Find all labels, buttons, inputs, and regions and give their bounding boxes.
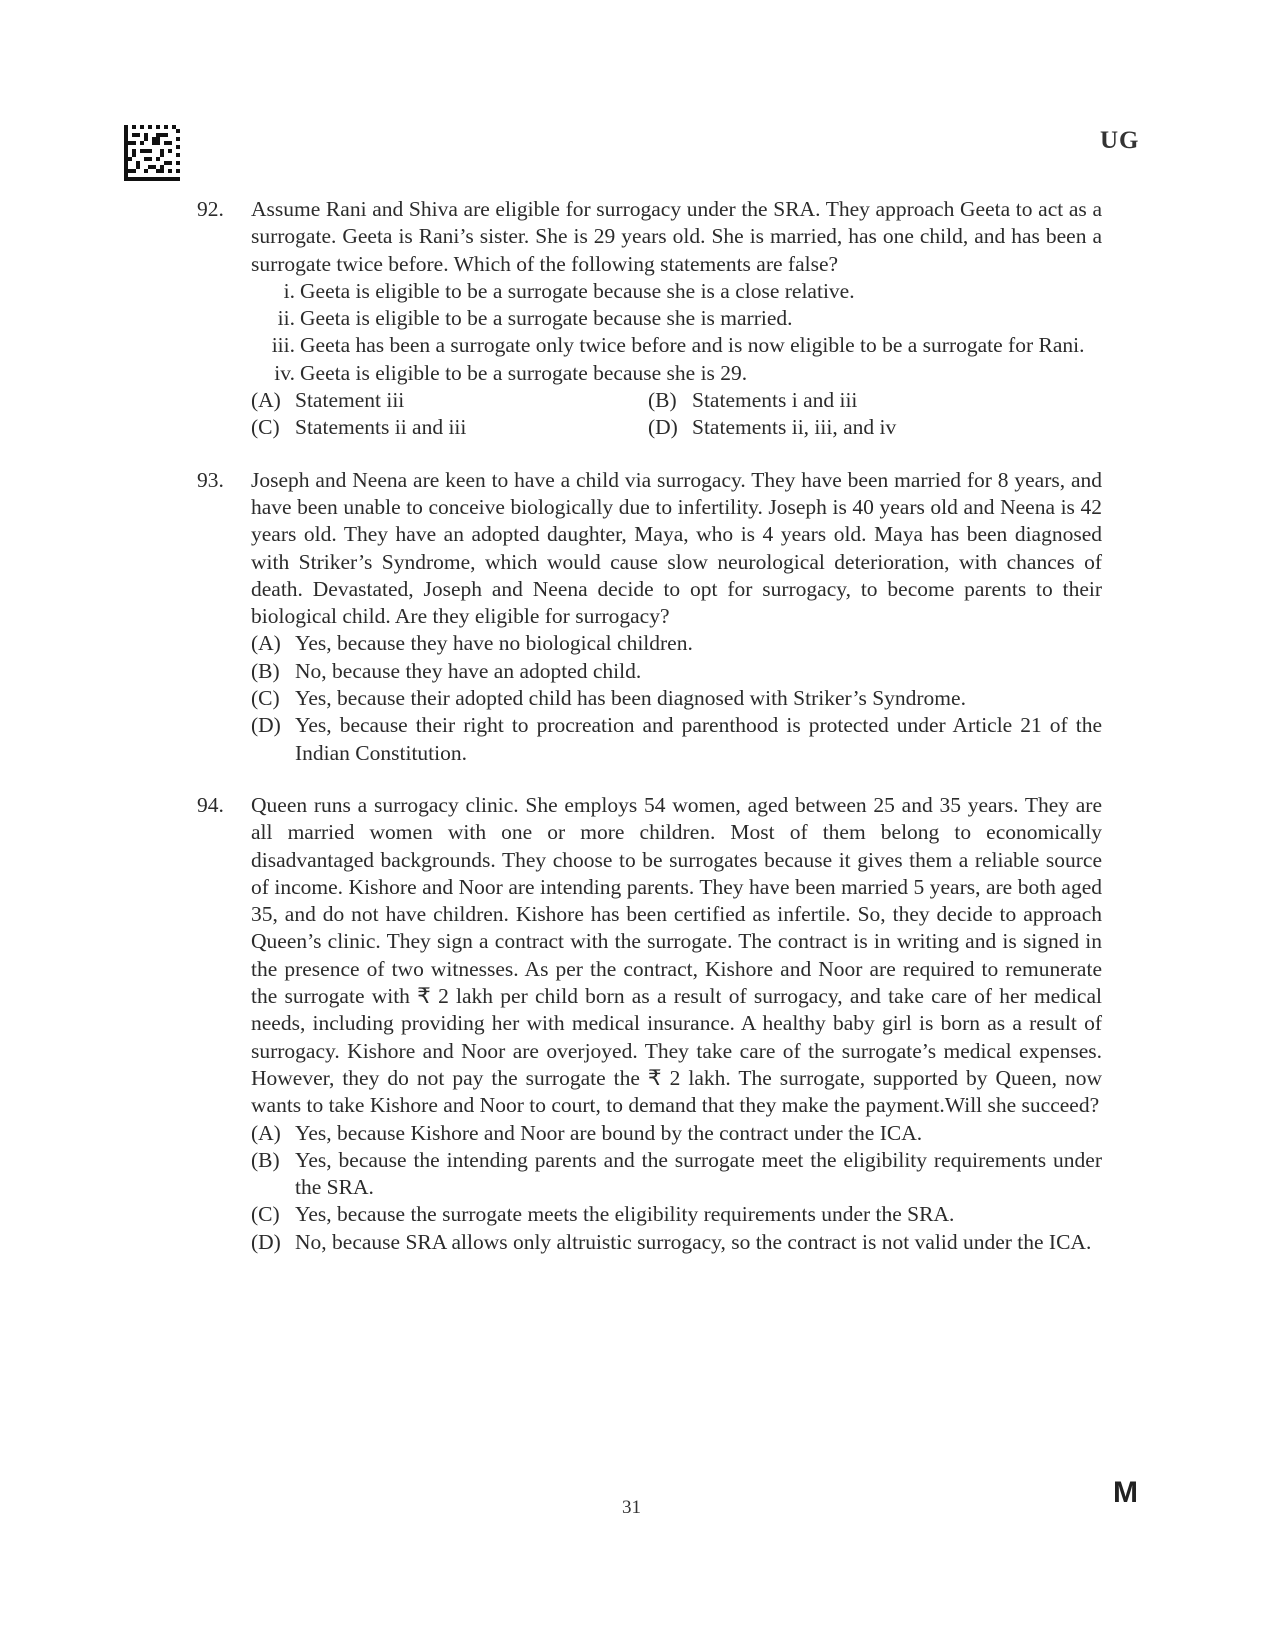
- qr-code: [124, 125, 180, 181]
- option-text: Yes, because they have no biological children.: [295, 631, 693, 656]
- page-number: 31: [622, 1497, 641, 1518]
- option-c: [251, 1201, 1102, 1228]
- paper-code: UG: [1100, 127, 1140, 154]
- option-text: No, because SRA allows only altruistic surrogacy, so the contract is not valid under the ICA.: [295, 1229, 1092, 1254]
- set-code: M: [1113, 1476, 1138, 1509]
- statement-label: iii.: [271, 333, 295, 358]
- option-a: [251, 1120, 1102, 1147]
- question-stem: Assume Rani and Shiva are eligible for surrogacy under the SRA. They approach Geeta to act as a surrogate. Geeta is Rani’s sister. She is 29 years old. She is married, has one child, and has been a surrogate twice before. Which of the following statements are false?: [251, 197, 1102, 276]
- option-label: (D): [251, 1229, 281, 1254]
- option-label: (A): [251, 388, 281, 413]
- option-a: [251, 630, 1102, 657]
- option-b: [251, 1147, 1102, 1202]
- option-label: (B): [251, 658, 280, 683]
- question-number: 92.: [197, 197, 224, 221]
- option-text: Yes, because the intending parents and the surrogate meet the eligibility requirements under the SRA.: [295, 1147, 1102, 1200]
- statement-item: [251, 360, 1102, 387]
- option-label: (A): [251, 1120, 281, 1145]
- option-label: (C): [251, 1202, 280, 1227]
- option-d: [251, 712, 1102, 767]
- option-text: Statements ii and iii: [295, 415, 467, 440]
- question-body: [251, 196, 1102, 442]
- option-d: [648, 414, 1102, 441]
- statement-label: iv.: [274, 360, 295, 385]
- option-label: (C): [251, 686, 280, 711]
- option-text: No, because they have an adopted child.: [295, 658, 642, 683]
- statement-text: Geeta is eligible to be a surrogate because she is a close relative.: [300, 278, 855, 303]
- option-text: Yes, because Kishore and Noor are bound by the contract under the ICA.: [295, 1120, 923, 1145]
- option-text: Yes, because the surrogate meets the eligibility requirements under the SRA.: [295, 1202, 955, 1227]
- question-number: 94.: [197, 792, 224, 817]
- option-text: Statement iii: [295, 388, 405, 413]
- option-text: Yes, because their adopted child has been diagnosed with Striker’s Syndrome.: [295, 686, 966, 711]
- question-list: [197, 196, 1102, 1281]
- option-d: [251, 1229, 1102, 1256]
- statement-item: [251, 305, 1102, 332]
- statement-text: Geeta is eligible to be a surrogate because she is married.: [300, 306, 793, 331]
- question-94: [197, 792, 1102, 1256]
- statement-text: Geeta has been a surrogate only twice before and is now eligible to be a surrogate for Rani.: [300, 333, 1085, 358]
- statement-item: [251, 332, 1102, 359]
- statement-text: Geeta is eligible to be a surrogate because she is 29.: [300, 360, 748, 385]
- option-a: [251, 387, 648, 414]
- question-number: 93.: [197, 467, 224, 492]
- option-c: [251, 685, 1102, 712]
- statement-label: i.: [283, 278, 295, 303]
- option-label: (D): [648, 415, 678, 440]
- option-label: (D): [251, 713, 281, 738]
- option-label: (A): [251, 631, 281, 656]
- options-grid: [251, 387, 1102, 442]
- statement-item: [251, 278, 1102, 305]
- option-b: [648, 387, 1102, 414]
- option-label: (B): [251, 1147, 280, 1172]
- option-b: [251, 658, 1102, 685]
- question-body: [251, 792, 1102, 1256]
- question-stem: Joseph and Neena are keen to have a child via surrogacy. They have been married for 8 years, and have been unable to conceive biologically due to infertility. Joseph is 40 years old and Neena is 42 years old. They have an adopted daughter, Maya, who is 4 years old. Maya has been diagnosed with Striker’s Syndrome, which would cause slow neurological deterioration, with chances of death. Devastated, Joseph and Neena decide to opt for surrogacy, to become parents to their biological child. Are they eligible for surrogacy?: [251, 467, 1102, 629]
- option-c: [251, 414, 648, 441]
- question-93: [197, 467, 1102, 767]
- option-text: Statements i and iii: [692, 388, 858, 413]
- statement-label: ii.: [277, 306, 295, 331]
- question-body: [251, 467, 1102, 767]
- question-92: [197, 196, 1102, 442]
- option-text: Yes, because their right to procreation and parenthood is protected under Article 21 of the Indian Constitution.: [295, 713, 1102, 765]
- option-text: Statements ii, iii, and iv: [692, 415, 897, 440]
- option-label: (C): [251, 415, 280, 440]
- option-label: (B): [648, 388, 677, 413]
- question-stem: Queen runs a surrogacy clinic. She employs 54 women, aged between 25 and 35 years. They are all married women with one or more children. Most of them belong to economically disadvantaged backgrounds. They choose to be surrogates because it gives them a reliable source of income. Kishore and Noor are intending parents. They have been married 5 years, are both aged 35, and do not have children. Kishore has been certified as infertile. So, they decide to approach Queen’s clinic. They sign a contract with the surrogate. The contract is in writing and is signed in the presence of two witnesses. As per the contract, Kishore and Noor are required to remunerate the surrogate with ₹ 2 lakh per child born as a result of surrogacy, and take care of her medical needs, including providing her with medical insurance. A healthy baby girl is born as a result of surrogacy. Kishore and Noor are overjoyed. They take care of the surrogate’s medical expenses. However, they do not pay the surrogate the ₹ 2 lakh. The surrogate, supported by Queen, now wants to take Kishore and Noor to court, to demand that they make the payment.Will she succeed?: [251, 792, 1102, 1118]
